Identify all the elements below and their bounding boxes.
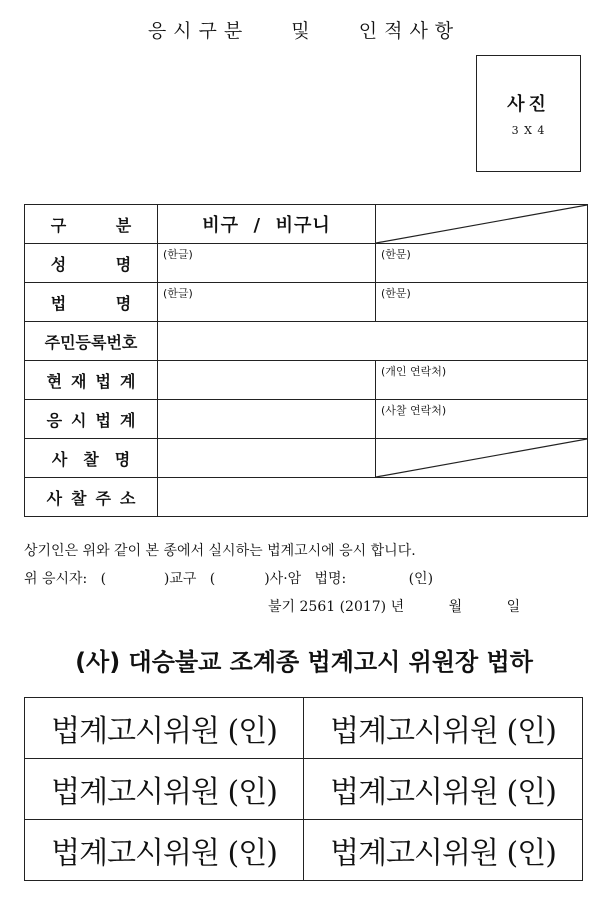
committee-signature-cell[interactable]: 법계고시위원 (인) — [25, 759, 304, 820]
row-current-rank — [25, 361, 588, 400]
photo-box — [476, 55, 581, 172]
name-hanja-field[interactable] — [376, 244, 588, 283]
label-name: 성 명 — [25, 244, 158, 283]
temple-contact-note: (사찰 연락처) — [381, 404, 447, 417]
row-temple-name — [25, 439, 588, 478]
page-title: 응시구분 및 인적사항 — [147, 20, 461, 42]
row-temple-address — [25, 478, 588, 517]
photo-size: 3 X 4 — [511, 124, 546, 137]
label-current-rank: 현재법계 — [25, 361, 158, 400]
dharma-name-hanja-field[interactable] — [376, 283, 588, 322]
hanja-note: (한문) — [381, 287, 411, 300]
label-temple-address: 사찰주소 — [25, 478, 158, 517]
temple-name-field[interactable] — [158, 439, 376, 478]
photo-label: 사진 — [507, 94, 550, 115]
label-temple-name: 사찰명 — [25, 439, 158, 478]
declaration-line: 상기인은 위와 같이 본 종에서 실시하는 법계고시에 응시 합니다. — [24, 543, 416, 559]
dharma-name-hangul-field[interactable] — [158, 283, 376, 322]
applicant-line: 위 응시자: ( )교구 ( )사·암 법명: (인) — [24, 571, 434, 587]
row-resident-number — [25, 322, 588, 361]
label-gubun: 구 분 — [25, 205, 158, 244]
applied-rank-field[interactable] — [158, 400, 376, 439]
date-line: 불기 2561 (2017) 년 월 일 — [268, 599, 521, 615]
diagonal-line — [376, 439, 587, 477]
current-rank-field[interactable] — [158, 361, 376, 400]
committee-signature-cell[interactable]: 법계고시위원 (인) — [25, 698, 304, 759]
personal-contact-note: (개인 연락처) — [381, 365, 447, 378]
temple-address-field[interactable] — [158, 478, 588, 517]
committee-signature-cell[interactable]: 법계고시위원 (인) — [304, 820, 583, 881]
hangul-note: (한글) — [163, 287, 193, 300]
temple-name-blank-cell — [376, 439, 588, 478]
personal-contact-field[interactable] — [376, 361, 588, 400]
applicant-info-table — [24, 204, 588, 517]
committee-signature-cell[interactable]: 법계고시위원 (인) — [25, 820, 304, 881]
resident-number-field[interactable] — [158, 322, 588, 361]
label-resident-number: 주민등록번호 — [25, 322, 158, 361]
gubun-blank-cell — [376, 205, 588, 244]
diagonal-line — [376, 205, 587, 243]
organization-title: (사) 대승불교 조계종 법계고시 위원장 법하 — [75, 648, 533, 676]
committee-signature-cell[interactable]: 법계고시위원 (인) — [304, 698, 583, 759]
hanja-note: (한문) — [381, 248, 411, 261]
row-gubun — [25, 205, 588, 244]
hangul-note: (한글) — [163, 248, 193, 261]
label-dharma-name: 법 명 — [25, 283, 158, 322]
row-dharma-name — [25, 283, 588, 322]
temple-contact-field[interactable] — [376, 400, 588, 439]
label-applied-rank: 응시법계 — [25, 400, 158, 439]
row-applied-rank — [25, 400, 588, 439]
name-hangul-field[interactable] — [158, 244, 376, 283]
committee-signature-table — [24, 697, 583, 881]
committee-signature-cell[interactable]: 법계고시위원 (인) — [304, 759, 583, 820]
row-name — [25, 244, 588, 283]
gubun-value[interactable]: 비구 / 비구니 — [158, 205, 376, 244]
